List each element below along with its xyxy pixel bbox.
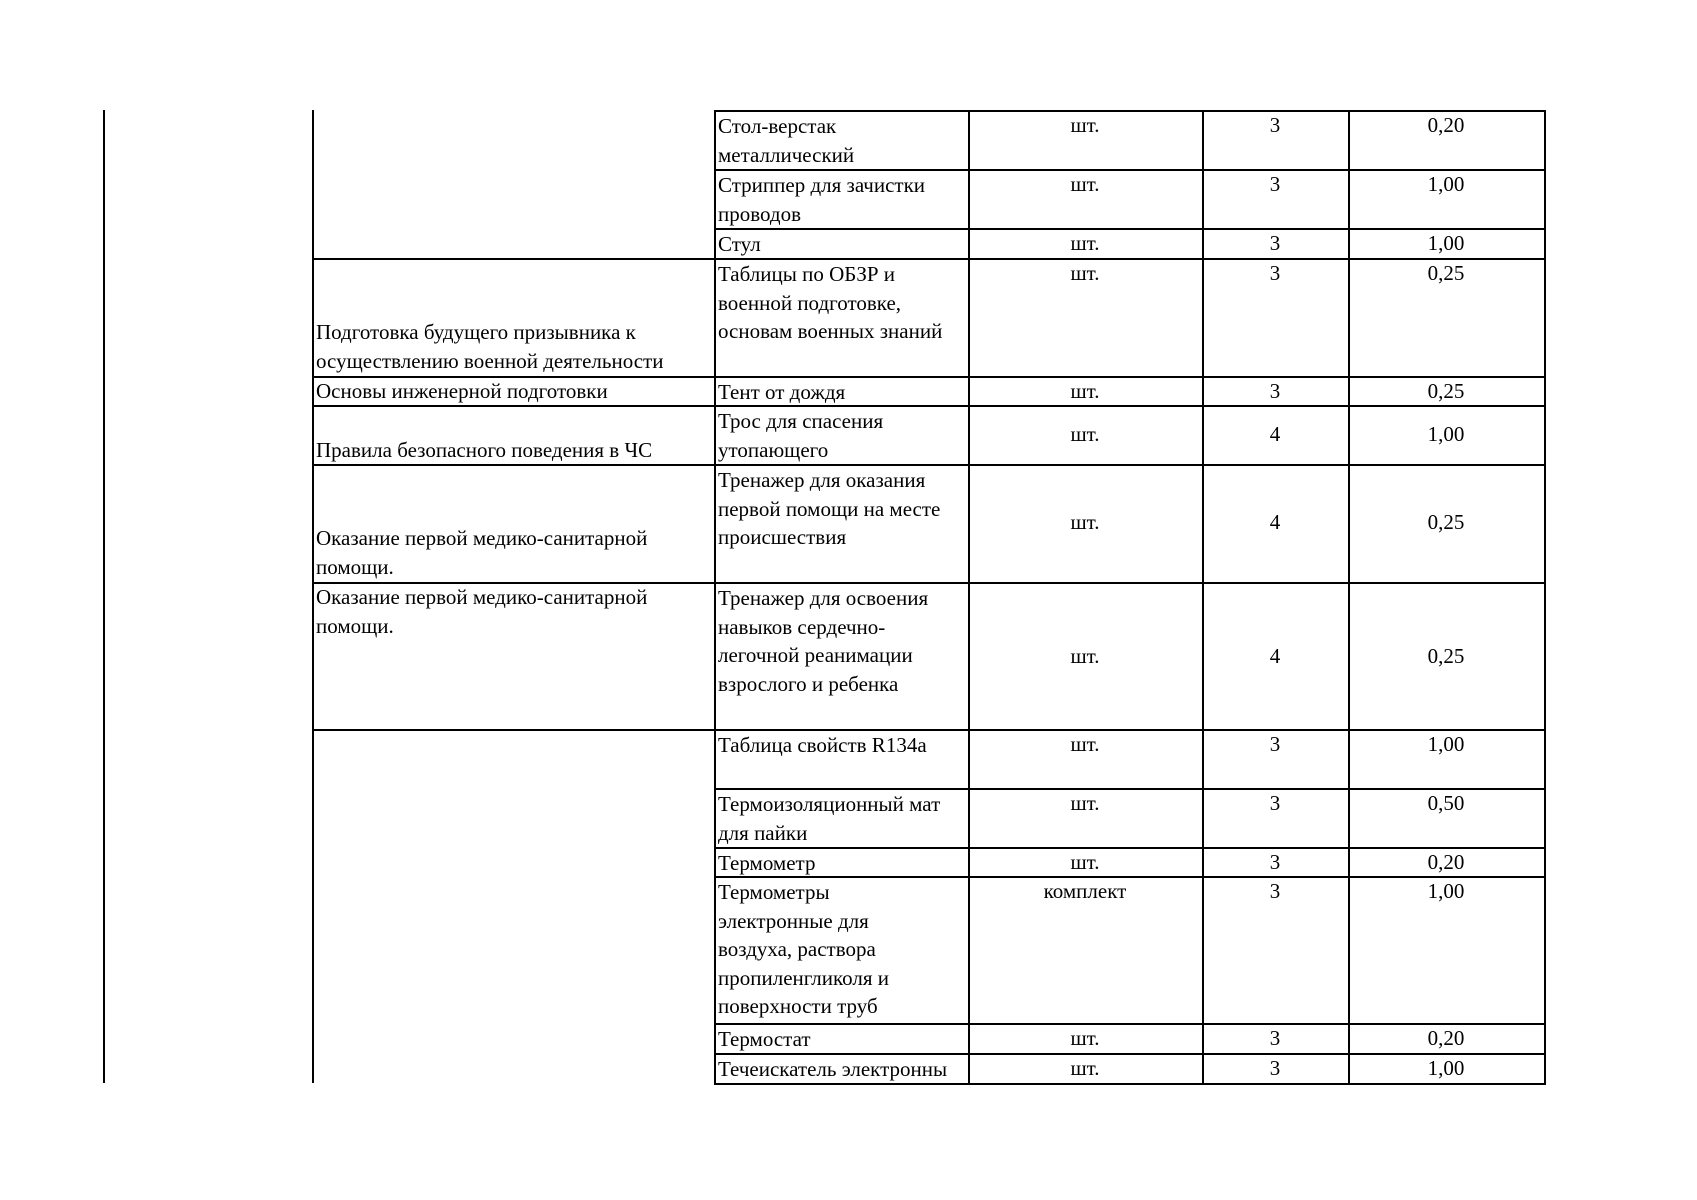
item-norm: 1,00 xyxy=(1427,172,1465,196)
item-norm: 1,00 xyxy=(1427,879,1465,903)
item-quantity: 3 xyxy=(1269,850,1281,874)
item-norm: 1,00 xyxy=(1427,422,1465,446)
item-quantity: 3 xyxy=(1269,732,1281,756)
item-norm: 0,20 xyxy=(1427,850,1465,874)
item-quantity: 4 xyxy=(1269,422,1281,446)
item-name: Термоизоляционный мат для пайки xyxy=(718,792,941,845)
item-norm: 0,20 xyxy=(1427,1026,1465,1050)
section-title: Подготовка будущего призывника к осуществлению военной деятельности xyxy=(316,320,664,373)
left-border-line xyxy=(103,110,105,1083)
item-name: Стол-верстак металлический xyxy=(718,114,855,167)
item-name: Тент от дождя xyxy=(718,380,846,404)
item-name: Таблицы по ОБЗР и военной подготовке, основам военных знаний xyxy=(718,262,943,343)
item-norm: 1,00 xyxy=(1427,732,1465,756)
item-quantity: 3 xyxy=(1269,172,1281,196)
item-name: Термометры электронные для воздуха, раствора пропиленгликоля и поверхности труб xyxy=(718,880,890,1018)
item-unit: шт. xyxy=(1070,791,1100,815)
item-norm: 1,00 xyxy=(1427,231,1465,255)
item-unit: шт. xyxy=(1070,231,1100,255)
section-line xyxy=(312,729,716,731)
item-unit: шт. xyxy=(1070,510,1100,534)
section-line xyxy=(312,258,716,260)
item-norm: 0,20 xyxy=(1427,113,1465,137)
item-quantity: 4 xyxy=(1269,644,1281,668)
item-unit: шт. xyxy=(1070,379,1100,403)
item-norm: 0,25 xyxy=(1427,261,1465,285)
item-quantity: 3 xyxy=(1269,379,1281,403)
section-title: Основы инженерной подготовки xyxy=(316,379,608,403)
item-unit: шт. xyxy=(1070,113,1100,137)
item-name: Термостат xyxy=(718,1027,811,1051)
item-name: Тренажер для освоения навыков сердечно- легочной реанимации взрослого и ребенка xyxy=(718,586,929,696)
item-unit: шт. xyxy=(1070,422,1100,446)
item-name: Стул xyxy=(718,232,761,256)
item-quantity: 3 xyxy=(1269,261,1281,285)
item-unit: шт. xyxy=(1070,850,1100,874)
item-unit: шт. xyxy=(1070,1056,1100,1080)
item-quantity: 3 xyxy=(1269,1056,1281,1080)
item-name: Течеискатель электронны xyxy=(718,1057,948,1081)
item-name: Тренажер для оказания первой помощи на месте происшествия xyxy=(718,468,941,549)
item-norm: 0,25 xyxy=(1427,379,1465,403)
item-norm: 0,50 xyxy=(1427,791,1465,815)
item-unit: комплект xyxy=(1043,879,1127,903)
item-quantity: 3 xyxy=(1269,231,1281,255)
item-name: Таблица свойств R134a xyxy=(718,733,927,757)
column-line xyxy=(1544,110,1546,1085)
section-title: Оказание первой медико-санитарной помощи. xyxy=(316,526,648,579)
section-column-border xyxy=(312,110,314,1083)
item-quantity: 3 xyxy=(1269,113,1281,137)
item-unit: шт. xyxy=(1070,172,1100,196)
item-quantity: 4 xyxy=(1269,510,1281,534)
item-quantity: 3 xyxy=(1269,879,1281,903)
item-unit: шт. xyxy=(1070,644,1100,668)
item-unit: шт. xyxy=(1070,732,1100,756)
item-name: Трос для спасения утопающего xyxy=(718,409,884,462)
item-norm: 0,25 xyxy=(1427,510,1465,534)
item-name: Термометр xyxy=(718,851,816,875)
item-quantity: 3 xyxy=(1269,1026,1281,1050)
item-unit: шт. xyxy=(1070,1026,1100,1050)
section-title: Правила безопасного поведения в ЧС xyxy=(316,438,653,462)
item-norm: 1,00 xyxy=(1427,1056,1465,1080)
item-quantity: 3 xyxy=(1269,791,1281,815)
item-unit: шт. xyxy=(1070,261,1100,285)
section-title: Оказание первой медико-санитарной помощи. xyxy=(316,585,648,638)
item-name: Стриппер для зачистки проводов xyxy=(718,173,926,226)
item-norm: 0,25 xyxy=(1427,644,1465,668)
